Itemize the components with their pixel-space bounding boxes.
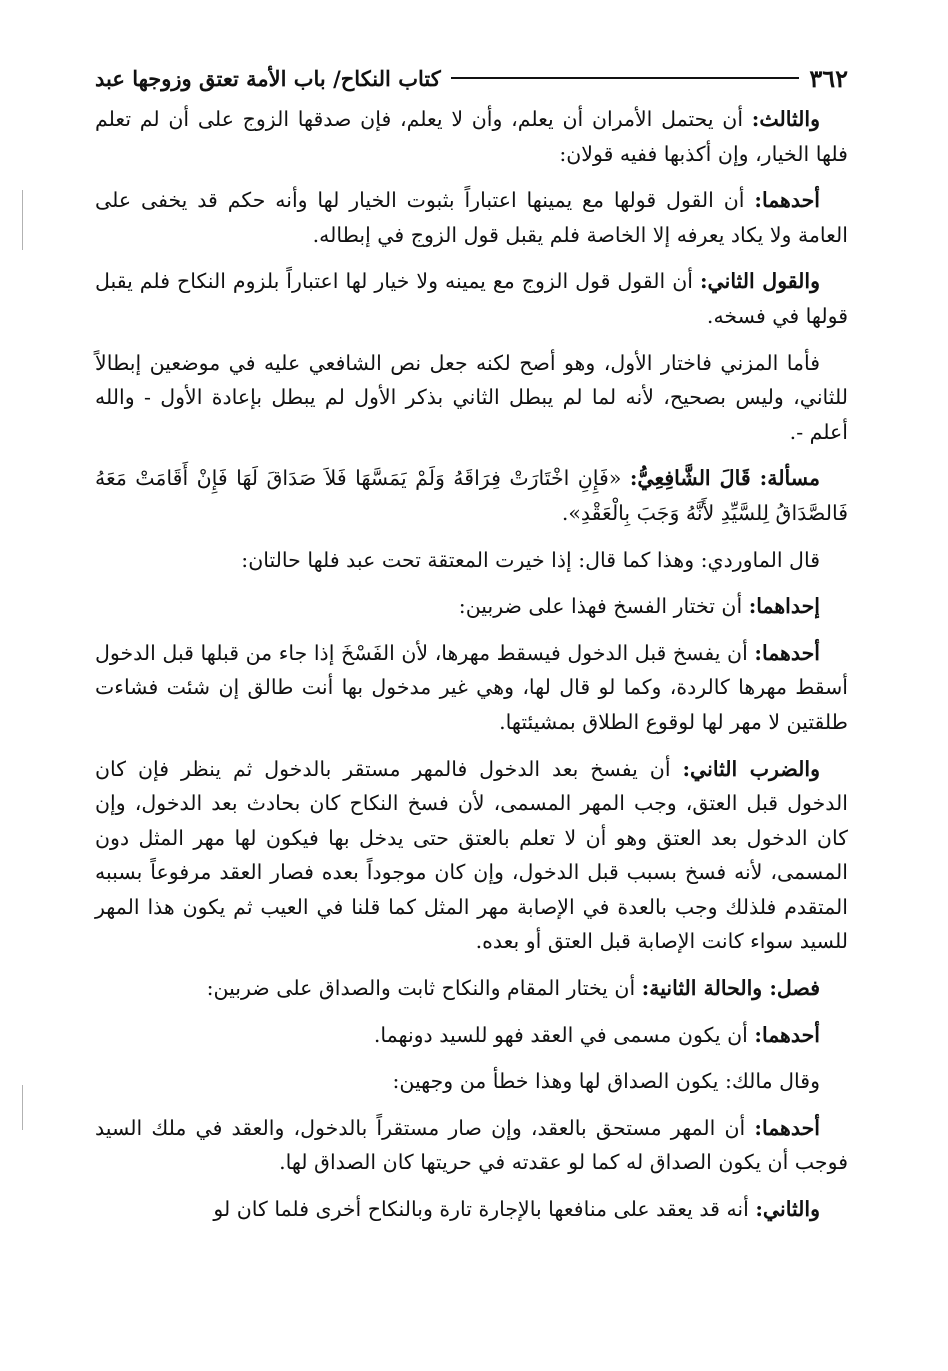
paragraph (95, 264, 848, 333)
paragraph-label: أحدهما: (754, 188, 820, 213)
paragraph-label: مسألة: قَالَ الشَّافِعِيُّ: (629, 466, 820, 491)
paragraph (95, 1064, 848, 1099)
paragraph (95, 636, 848, 740)
paragraph-text: أن تختار الفسخ فهذا على ضربين: (458, 594, 749, 619)
paragraph-label: إحداهما: (748, 594, 820, 619)
paragraph (95, 752, 848, 960)
paragraph (95, 1018, 848, 1053)
paragraph (95, 461, 848, 530)
paragraph-label: والضرب الثاني: (682, 756, 820, 781)
paragraph-label: أحدهما: (754, 640, 820, 665)
paragraph (95, 971, 848, 1006)
paragraph-text: فأما المزني فاختار الأول، وهو أصح لكنه جعل نص الشافعي عليه في موضعين إبطالاً للثاني، وليس بصحيح، لأنه لما لم يبطل الثاني بذكر الأول لم يبطل بإعادة الأول - والله أعلم -. (95, 350, 848, 444)
paragraph-text: أن يفسخ قبل الدخول فيسقط مهرها، لأن الفَسْخَ إذا جاء من قبلها قبل الدخول أسقط مهرها كالردة، وكما لو قال لها، وهي غير مدخول بها أنت طالق إن شئت فشاءت طلقتين لا مهر لها لوقوع الطلاق بمشيئتها. (95, 640, 848, 734)
scan-margin-mark (22, 1085, 23, 1130)
paragraph-label: والثالث: (751, 107, 820, 131)
running-header (95, 58, 848, 98)
paragraph (95, 543, 848, 578)
running-title: كتاب النكاح/ باب الأمة تعتق وزوجها عبد (95, 65, 441, 91)
paragraph-text: أن يفسخ بعد الدخول فالمهر مستقر بالدخول ثم ينظر فإن كان الدخول قبل العتق، وجب المهر المسمى، لأن فسخ النكاح كان بحادث بعد الدخول، وإن كان الدخول بعد العتق وهو أن لا تعلم بالعتق حتى يدخل بها فيكون لها مهر المثل دون المسمى، لأنه فسخ بسبب قبل الدخول، وإن كان موجوداً بعده فصار العقد مرفوعاً بسببه المتقدم فلذلك وجب بالعدة في الإصابة مهر المثل كما قلنا في العيب ثم يكون هذا المهر للسيد سواء كانت الإصابة قبل العتق أو بعده. (95, 756, 848, 954)
paragraph-text: أن القول قولها مع يمينها اعتباراً بثبوت الخيار لها وأنه حكم قد يخفى على العامة ولا يكاد يعرفه إلا الخاصة فلم يقبل قول الزوج في إبطاله. (95, 188, 848, 247)
header-rule (451, 77, 800, 79)
paragraph (95, 1192, 848, 1227)
page-body (95, 102, 848, 1239)
paragraph-text: أن القول قول الزوج مع يمينه ولا خيار لها اعتباراً بلزوم النكاح فلم يقبل قولها في فسخه. (95, 269, 848, 328)
paragraph (95, 1111, 848, 1180)
paragraph (95, 102, 848, 171)
quoted-text: «فَإِنِ اخْتَارَتْ فِرَاقَهُ وَلَمْ يَمَسَّهَا فَلاَ صَدَاقَ لَهَا فَإِنْ أَقَامَتْ مَعَهُ فَالصَّدَاقُ لِلسَّيِّدِ لأَنَّهُ وَجَبَ بِالْعَقْدِ». (95, 466, 848, 525)
paragraph-label: أحدهما: (754, 1022, 820, 1047)
paragraph-label: فصل: والحالة الثانية: (641, 976, 820, 1001)
paragraph-label: والثاني: (755, 1197, 820, 1222)
paragraph-text: أن المهر مستحق بالعقد، وإن صار مستقراً بالدخول، والعقد في ملك السيد فوجب أن يكون الصداق له كما لو عقدته في حريتها كان الصداق لها. (95, 1115, 848, 1175)
paragraph-text: أن يختار المقام والنكاح ثابت والصداق على ضربين: (206, 976, 642, 1001)
page-number: ٣٦٢ (809, 63, 848, 93)
paragraph-label: أحدهما: (754, 1115, 820, 1140)
paragraph (95, 589, 848, 624)
scan-margin-mark (22, 190, 23, 250)
paragraph (95, 183, 848, 252)
paragraph-text: قال الماوردي: وهذا كما قال: إذا خيرت المعتقة تحت عبد فلها حالتان: (241, 547, 820, 572)
paragraph-text: أنه قد يعقد على منافعها بالإجارة تارة وبالنكاح أخرى فلما كان لو (213, 1197, 756, 1222)
paragraph-text: وقال مالك: يكون الصداق لها وهذا خطأ من وجهين: (392, 1069, 820, 1094)
paragraph-text: أن يحتمل الأمران أن يعلم، وأن لا يعلم، فإن صدقها الزوج على أن لم تعلم فلها الخيار، وإن أكذبها ففيه قولان: (95, 107, 848, 166)
paragraph (95, 346, 848, 450)
paragraph-label: والقول الثاني: (699, 269, 820, 294)
paragraph-text: أن يكون مسمى في العقد فهو للسيد دونهما. (373, 1022, 755, 1047)
